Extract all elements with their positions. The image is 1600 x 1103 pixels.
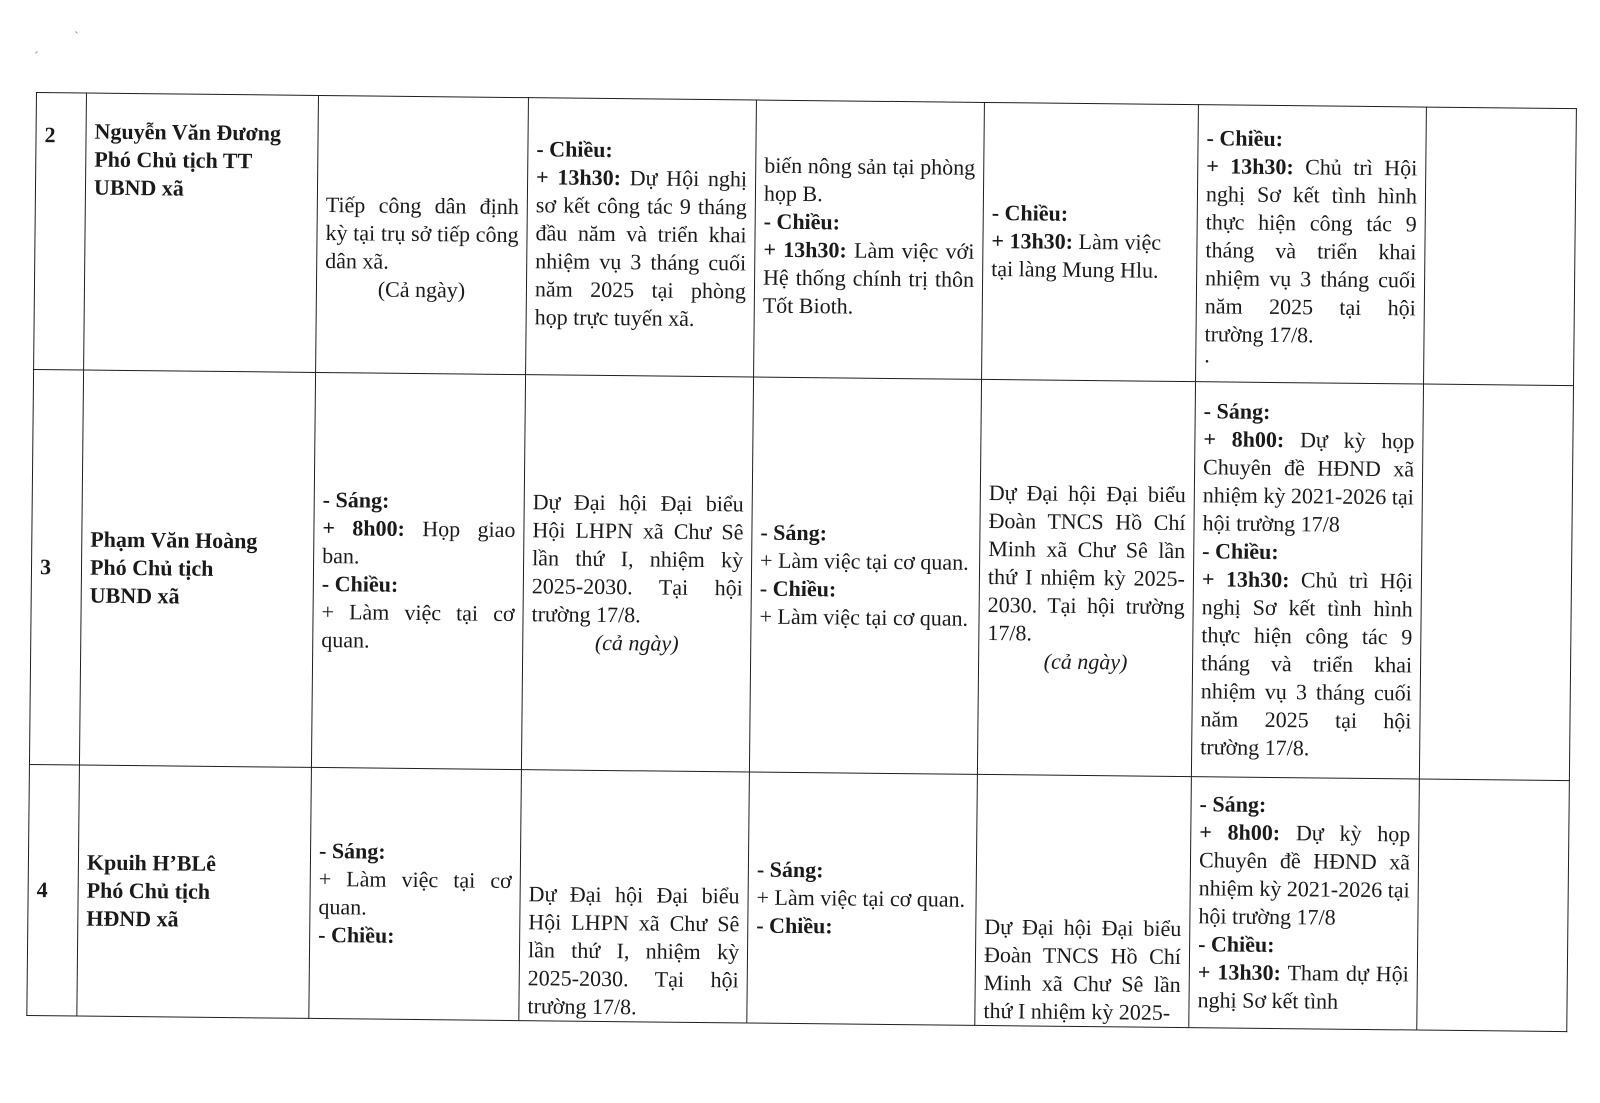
session-label: - Chiều: <box>1198 931 1275 958</box>
day-cell <box>316 95 529 374</box>
session-label: - Chiều: <box>321 571 399 597</box>
activity-text: + Làm việc tại cơ quan. <box>760 547 969 575</box>
activity-note: (cả ngày) <box>1043 648 1128 675</box>
official-cell <box>77 765 312 1018</box>
time-label: + 13h30: <box>1201 566 1290 593</box>
activity-detail: Làm việc tại làng Mung Hlu. <box>991 228 1162 283</box>
official-title: Phó Chủ tịch <box>89 554 214 581</box>
day-cell <box>519 770 750 1023</box>
official-unit: HĐND xã <box>86 905 179 932</box>
day-cell <box>977 379 1195 776</box>
scan-speck: ˊ <box>34 50 39 65</box>
day-cell <box>526 98 757 377</box>
session-label: - Sáng: <box>1203 398 1271 424</box>
time-label: + 8h00: <box>322 515 406 541</box>
activity-detail: Chủ trì Hội nghị Sơ kết tình hình thực hiện công tác 9 tháng và triển khai nhiệm vụ 3 tháng cuối năm 2025 tại hội trường 17/8. <box>1204 154 1418 348</box>
activity-detail: Dự kỳ họp Chuyên đề HĐND xã nhiệm kỳ 2021-2026 tại hội trường 17/8 <box>1202 427 1415 537</box>
activity-text <box>1197 958 1409 1016</box>
activity-detail: Dự Hội nghị sơ kết công tác 9 tháng đầu năm và triển khai nhiệm vụ 3 tháng cuối năm 2025 tại phòng họp trực tuyến xã. <box>534 165 748 331</box>
time-label: + 13h30: <box>763 236 847 263</box>
session-label: - Chiều: <box>759 575 837 602</box>
notes-cell <box>1417 779 1570 1032</box>
session-label: - Sáng: <box>756 856 824 883</box>
day-cell <box>982 102 1199 381</box>
official-title: Phó Chủ tịch <box>86 877 211 904</box>
schedule-sheet <box>26 92 1576 1032</box>
activity-text: Dự Đại hội Đại biểu Đoàn TNCS Hồ Chí Minh xã Chư Sê lần thứ I nhiệm kỳ 2025- <box>983 913 1182 1025</box>
activity-text: + Làm việc tại cơ quan. <box>759 603 969 631</box>
activity-text <box>1198 818 1410 932</box>
day-cell <box>1189 777 1420 1030</box>
session-label: - Chiều: <box>756 912 833 939</box>
activity-text: Dự Đại hội Đại biểu Hội LHPN xã Chư Sê lần thứ I, nhiệm kỳ 2025-2030. Tại hội trường 17/8. <box>531 489 744 628</box>
day-cell <box>311 372 525 769</box>
activity-text <box>991 227 1189 285</box>
activity-detail: Chủ trì Hội nghị Sơ kết tình hình thực hiện công tác 9 tháng và triển khai nhiệm vụ 3 tháng cuối năm 2025 tại hội trường 17/8. <box>1200 567 1414 761</box>
time-label: + 13h30: <box>1197 959 1282 986</box>
activity-detail: Họp giao ban. <box>322 515 516 569</box>
activity-text <box>1204 152 1417 350</box>
activity-text: Tiếp công dân định kỳ tại trụ sở tiếp công dân xã. <box>325 192 519 274</box>
official-name: Nguyễn Văn Đương <box>94 118 282 146</box>
activity-note: (cả ngày) <box>594 629 679 656</box>
stray-dot: . <box>1204 342 1210 368</box>
day-cell <box>754 100 985 379</box>
session-label: - Chiều: <box>536 136 613 163</box>
time-label: + 8h00: <box>1199 819 1281 846</box>
notes-cell <box>1419 384 1573 781</box>
activity-text <box>763 236 975 322</box>
official-cell <box>84 93 319 372</box>
activity-text <box>1202 425 1414 539</box>
activity-detail: Làm việc với Hệ thống chính trị thôn Tốt Bioth. <box>762 237 975 319</box>
session-label: - Sáng: <box>1199 791 1267 817</box>
session-label: - Sáng: <box>322 487 390 513</box>
table-row <box>29 369 1573 780</box>
official-unit: UBND xã <box>89 582 180 609</box>
day-cell <box>749 377 981 774</box>
session-label: - Chiều: <box>763 208 841 235</box>
day-cell <box>747 772 978 1025</box>
schedule-table <box>26 92 1577 1032</box>
official-name: Kpuih H’BLê <box>86 849 217 876</box>
activity-text: Dự Đại hội Đại biểu Đoàn TNCS Hồ Chí Minh xã Chư Sê lần thứ I nhiệm kỳ 2025-2030. Tại hội trường 17/8. <box>987 480 1186 646</box>
activity-text <box>535 163 748 333</box>
activity-text: + Làm việc tại cơ quan. <box>321 599 515 653</box>
activity-text <box>322 514 516 572</box>
notes-cell <box>1424 107 1577 386</box>
session-label: - Chiều: <box>318 922 395 948</box>
time-label: + 13h30: <box>1206 153 1294 180</box>
row-number: 2 <box>34 93 87 371</box>
official-name: Phạm Văn Hoàng <box>90 526 258 554</box>
activity-text: biến nông sản tại phòng họp B. <box>763 152 976 207</box>
table-row <box>34 93 1577 386</box>
session-label: - Sáng: <box>318 838 386 864</box>
time-label: + 13h30: <box>536 164 622 191</box>
activity-note: (Cả ngày) <box>377 276 466 303</box>
session-label: - Chiều: <box>1202 538 1279 565</box>
table-row <box>27 764 1570 1031</box>
time-label: + 13h30: <box>991 228 1074 254</box>
time-label: + 8h00: <box>1203 426 1285 453</box>
row-number: 3 <box>29 369 83 765</box>
scan-speck: ˋ <box>74 30 79 45</box>
activity-text: Dự Đại hội Đại biểu Hội LHPN xã Chư Sê lần thứ I, nhiệm kỳ 2025-2030. Tại hội trường 17/8. <box>527 881 740 1020</box>
row-number: 4 <box>27 764 80 1016</box>
session-label: - Chiều: <box>991 200 1069 226</box>
official-unit: UBND xã <box>93 174 184 201</box>
session-label: - Chiều: <box>1206 125 1284 152</box>
day-cell <box>975 774 1192 1027</box>
activity-detail: Tham dự Hội nghị Sơ kết tình <box>1197 960 1409 1014</box>
day-cell <box>1191 382 1423 779</box>
activity-detail: Dự kỳ họp Chuyên đề HĐND xã nhiệm kỳ 2021-2026 tại hội trường 17/8 <box>1198 820 1411 930</box>
official-cell <box>79 370 315 767</box>
day-cell <box>521 375 753 772</box>
activity-text: + Làm việc tại cơ quan. <box>756 884 966 912</box>
activity-text <box>1200 565 1413 763</box>
official-title: Phó Chủ tịch TT <box>94 146 253 174</box>
day-cell <box>309 767 522 1020</box>
session-label: - Sáng: <box>760 519 828 546</box>
activity-text: + Làm việc tại cơ quan. <box>318 866 512 920</box>
day-cell <box>1196 105 1427 384</box>
